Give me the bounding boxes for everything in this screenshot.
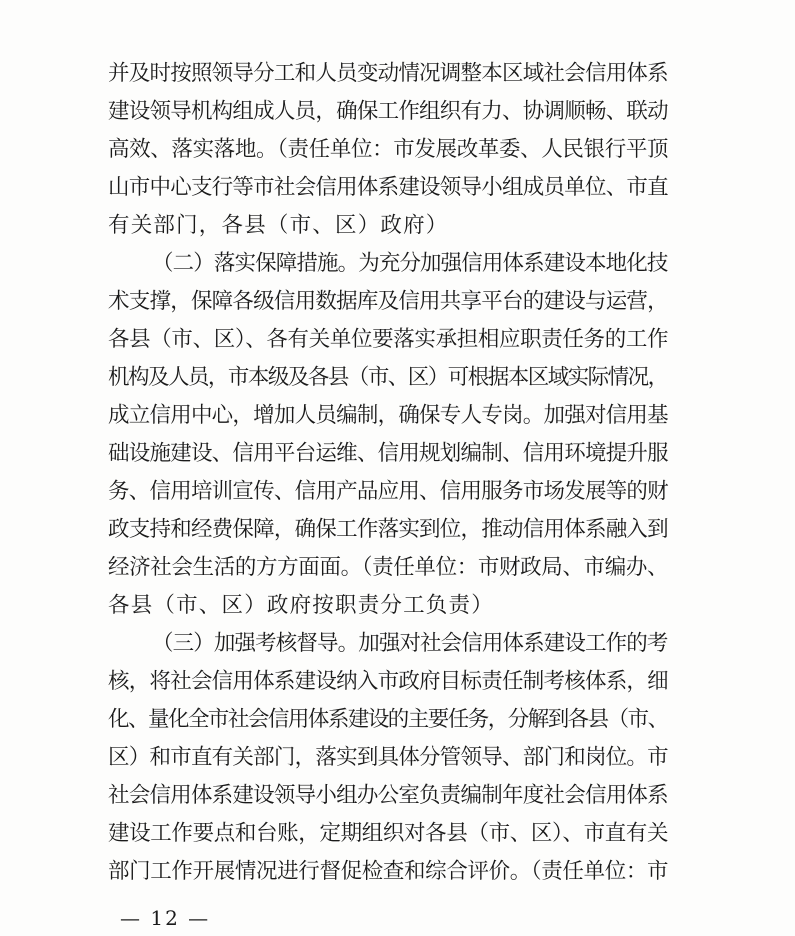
body-line-11: 础设施建设、信用平台运维、信用规划编制、信用环境提升服 [108,441,668,466]
section-3-heading-line: （三）加强考核督导。加强对社会信用体系建设工作的考 [152,631,668,656]
body-line-22: 部门工作开展情况进行督促检查和综合评价。（责任单位：市 [108,859,669,884]
body-line-21: 建设工作要点和台账，定期组织对各县（市、区）、市直有关 [108,821,669,846]
body-line-12: 务、信用培训宣传、信用产品应用、信用服务市场发展等的财 [108,479,668,504]
body-line-20: 社会信用体系建设领导小组办公室负责编制年度社会信用体系 [108,783,668,808]
body-line-2: 建设领导机构组成人员，确保工作组织有力、协调顺畅、联动 [108,99,668,124]
body-line-19: 区）和市直有关部门，落实到具体分管领导、部门和岗位。市 [108,745,668,770]
body-line-18: 化、量化全市社会信用体系建设的主要任务，分解到各县（市、 [108,707,668,732]
body-line-14: 经济社会生活的方方面面。（责任单位：市财政局、市编办、 [108,555,669,580]
body-line-7: 术支撑，保障各级信用数据库及信用共享平台的建设与运营， [108,289,668,314]
page-number: — 12 — [120,906,211,930]
body-line-1: 并及时按照领导分工和人员变动情况调整本区域社会信用体系 [108,61,668,86]
section-2-heading-line: （二）落实保障措施。为充分加强信用体系建设本地化技 [152,251,668,276]
body-line-15: 各县（市、区）政府按职责分工负责） [108,593,494,618]
body-line-10: 成立信用中心，增加人员编制，确保专人专岗。加强对信用基 [108,403,668,428]
body-line-9: 机构及人员，市本级及各县（市、区）可根据本区域实际情况， [108,365,668,390]
body-line-8: 各县（市、区）、各有关单位要落实承担相应职责任务的工作 [108,327,669,352]
body-line-13: 政支持和经费保障，确保工作落实到位，推动信用体系融入到 [108,517,668,542]
body-line-3: 高效、落实落地。（责任单位：市发展改革委、人民银行平顶 [108,137,669,162]
body-line-17: 核，将社会信用体系建设纳入市政府目标责任制考核体系，细 [108,669,668,694]
body-line-4: 山市中心支行等市社会信用体系建设领导小组成员单位、市直 [108,175,668,200]
body-line-5: 有关部门，各县（市、区）政府） [108,213,449,238]
